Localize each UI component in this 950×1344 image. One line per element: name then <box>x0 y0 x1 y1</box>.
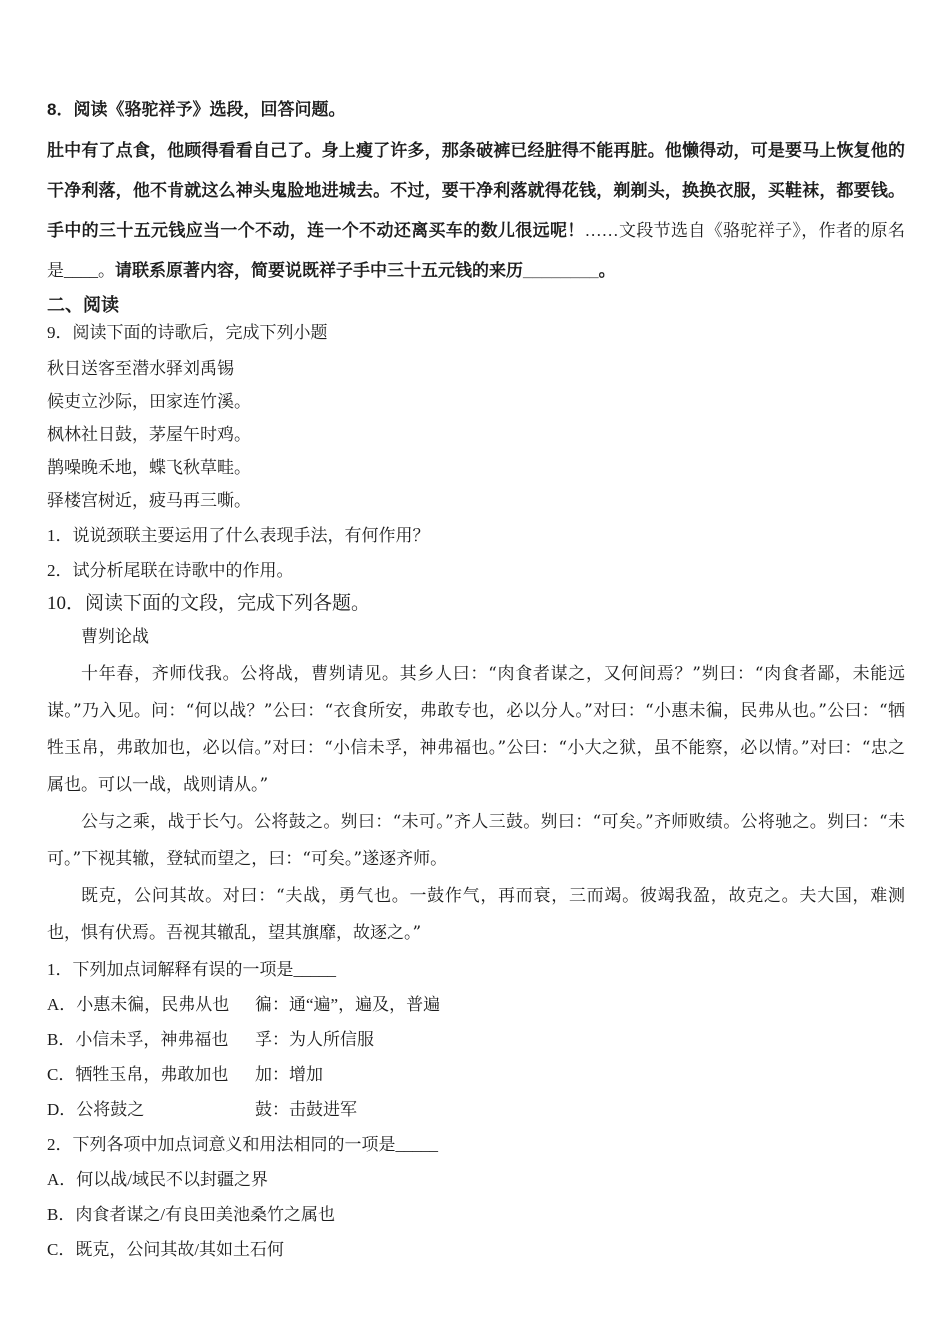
option-row <box>47 1092 905 1127</box>
option-row <box>47 1057 905 1092</box>
section-2-heading: 二、阅读 <box>47 295 119 315</box>
question-9-sub1: 1．说说颈联主要运用了什么表现手法，有何作用？ <box>47 526 430 545</box>
passage-paragraph: 公与之乘，战于长勺。公将鼓之。刿曰：“未可。”齐人三鼓。刿曰：“可矣。”齐师败绩。公将驰之。刿曰：“未可。”下视其辙，登轼而望之，曰：“可矣。”遂逐齐师。 <box>47 812 905 869</box>
question-9-title: 9．阅读下面的诗歌后，完成下列小题 <box>47 323 328 342</box>
option-row <box>47 987 905 1022</box>
option-line: A．何以战/域民不以封疆之界 <box>47 1170 268 1189</box>
poem-line: 候吏立沙际，田家连竹溪。 <box>47 392 251 412</box>
question-10-title: 10．阅读下面的文段，完成下列各题。 <box>47 593 371 614</box>
poem-line: 鹊噪晚禾地，蝶飞秋草畦。 <box>47 458 251 478</box>
option-explain: 鼓：击鼓进军 <box>255 1100 357 1119</box>
passage-paragraph: 既克，公问其故。对曰：“夫战，勇气也。一鼓作气，再而衰，三而竭。彼竭我盈，故克之。夫大国，难测也，惧有伏焉。吾视其辙乱，望其旗靡，故逐之。” <box>47 886 905 943</box>
question-8-title: 8．阅读《骆驼祥予》选段，回答问题。 <box>47 100 346 119</box>
option-label: A． <box>47 995 77 1014</box>
option-explain: 孚：为人所信服 <box>255 1030 374 1049</box>
novel-excerpt-text: 肚中有了点食，他顾得看看自己了。身上瘦了许多，那条破裤已经脏得不能再脏。他懒得动，可是要马上恢复他的干净利落，他不肯就这么神头鬼脸地进城去。不过，要干净利落就得花钱，剃剃头，换换衣服，买鞋袜，都要钱。手中的三十五元钱应当一个不动，连一个不动还离买车的数儿很远呢！ <box>47 141 905 241</box>
option-line: C．既克，公问其故/其如土石何 <box>47 1240 285 1259</box>
poem-line: 驿楼宫树近，疲马再三嘶。 <box>47 491 251 511</box>
option-phrase: D．公将鼓之 <box>47 1100 145 1119</box>
question-9-sub2: 2．试分析尾联在诗歌中的作用。 <box>47 561 294 580</box>
option-phrase: C．牺牲玉帛，弗敢加也 <box>47 1065 229 1084</box>
excerpt-task-blank: 请联系原著内容，简要说既祥子手中三十五元钱的来历________。 <box>115 261 616 280</box>
option-row <box>47 1022 905 1057</box>
options-list-1 <box>47 987 905 1127</box>
poem-line: 枫林社日鼓，茅屋午时鸡。 <box>47 425 251 445</box>
option-line: B．肉食者谋之/有良田美池桑竹之属也 <box>47 1205 336 1224</box>
option-phrase: A．小惠未徧，民弗从也 <box>47 995 230 1014</box>
passage-title: 曹刿论战 <box>81 627 149 647</box>
question-8-excerpt <box>47 131 905 290</box>
passage-paragraph: 十年春，齐师伐我。公将战，曹刿请见。其乡人曰：“肉食者谋之，又何间焉？”刿曰：“肉食者鄙，未能远谋。”乃入见。问：“何以战？”公曰：“衣食所安，弗敢专也，必以分人。”对曰：“小惠未徧，民弗从也。”公曰：“牺牲玉帛，弗敢加也，必以信。”对曰：“小信未孚，神弗福也。”公曰：“小大之狱，虽不能察，必以情。”对曰：“忠之属也。可以一战，战则请从。” <box>47 664 905 795</box>
option-label: C． <box>47 1065 76 1084</box>
option-phrase: B．小信未孚，神弗福也 <box>47 1030 229 1049</box>
option-label: B． <box>47 1030 76 1049</box>
classical-passage <box>47 619 905 952</box>
option-label: D． <box>47 1100 77 1119</box>
options-list-2 <box>47 1162 905 1267</box>
option-explain: 徧：通“遍”，遍及，普遍 <box>255 995 441 1014</box>
option-explain: 加：增加 <box>255 1065 323 1084</box>
excerpt-source-blank: ……文段节选自《骆驼祥子》，作者的原名是____。 <box>47 221 905 280</box>
question-10-sub1: 1．下列加点词解释有误的一项是_____ <box>47 960 336 979</box>
question-10-sub2: 2．下列各项中加点词意义和用法相同的一项是_____ <box>47 1135 438 1154</box>
poem-title: 秋日送客至潜水驿刘禹锡 <box>47 359 234 379</box>
poem-block <box>47 353 905 518</box>
